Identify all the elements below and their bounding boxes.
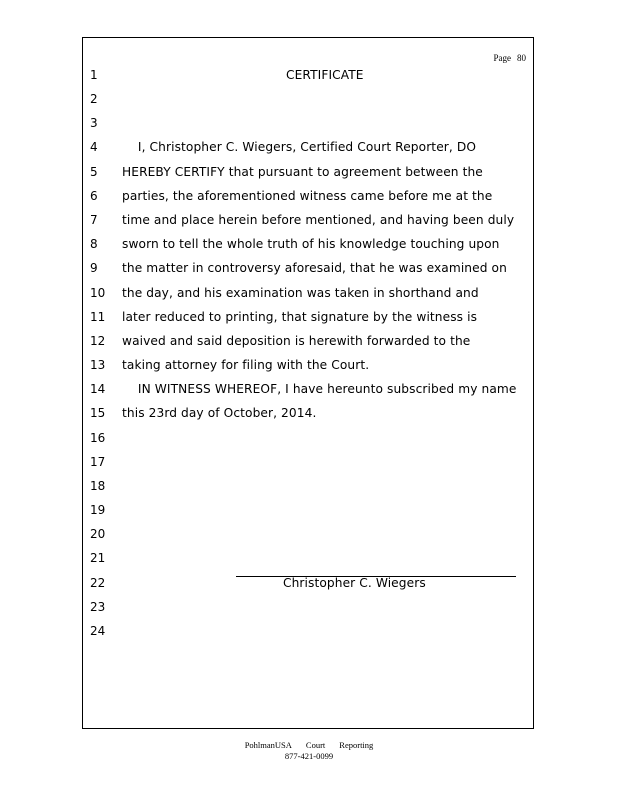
line-number: 19 <box>90 503 106 517</box>
line-number: 3 <box>90 116 98 130</box>
line-number: 8 <box>90 237 98 251</box>
line-number: 7 <box>90 213 98 227</box>
line-number: 22 <box>90 576 106 590</box>
transcript-line: I, Christopher C. Wiegers, Certified Court Reporter, DO <box>122 140 477 154</box>
line-number: 24 <box>90 624 106 638</box>
page-word: Page <box>493 53 511 63</box>
transcript-line: the day, and his examination was taken in shorthand and <box>122 286 479 300</box>
footer-phone: 877-421-0099 <box>284 751 334 761</box>
reporter-signature-name: Christopher C. Wiegers <box>283 576 426 590</box>
line-number: 1 <box>90 68 98 82</box>
line-number: 18 <box>90 479 106 493</box>
transcript-line: HEREBY CERTIFY that pursuant to agreement between the <box>122 165 483 179</box>
footer-company <box>0 740 618 750</box>
line-number: 13 <box>90 358 106 372</box>
line-number: 2 <box>90 92 98 106</box>
transcript-line: waived and said deposition is herewith forwarded to the <box>122 334 471 348</box>
line-number: 9 <box>90 261 98 275</box>
transcript-line: taking attorney for filing with the Court. <box>122 358 370 372</box>
line-number: 4 <box>90 140 98 154</box>
line-number: 15 <box>90 406 106 420</box>
transcript-line: parties, the aforementioned witness came before me at the <box>122 189 493 203</box>
line-number: 12 <box>90 334 106 348</box>
footer-company-name: PohlmanUSA <box>244 740 292 750</box>
line-number: 14 <box>90 382 106 396</box>
transcript-line: later reduced to printing, that signature by the witness is <box>122 310 478 324</box>
line-number: 10 <box>90 286 106 300</box>
line-number: 11 <box>90 310 106 324</box>
line-number: 16 <box>90 431 106 445</box>
line-number: 17 <box>90 455 106 469</box>
footer-company-word-court: Court <box>305 740 326 750</box>
line-number: 5 <box>90 165 98 179</box>
page-number: 80 <box>517 53 526 63</box>
footer-company-word-reporting: Reporting <box>339 740 374 750</box>
line-number: 23 <box>90 600 106 614</box>
certificate-title: CERTIFICATE <box>286 68 364 82</box>
line-number: 21 <box>90 551 106 565</box>
line-number: 20 <box>90 527 106 541</box>
line-number: 6 <box>90 189 98 203</box>
transcript-line: the matter in controversy aforesaid, that he was examined on <box>122 261 507 275</box>
transcript-line: time and place herein before mentioned, and having been duly <box>122 213 515 227</box>
page-number-label <box>494 53 527 63</box>
transcript-line: sworn to tell the whole truth of his knowledge touching upon <box>122 237 500 251</box>
transcript-line: IN WITNESS WHEREOF, I have hereunto subscribed my name <box>122 382 517 396</box>
transcript-line: this 23rd day of October, 2014. <box>122 406 317 420</box>
